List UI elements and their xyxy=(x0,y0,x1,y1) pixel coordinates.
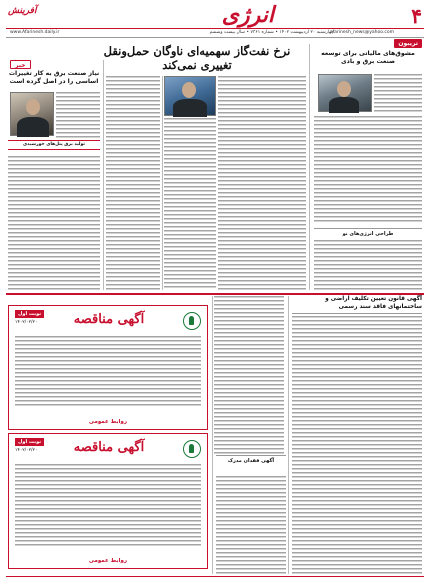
right-subhead: طراحی انرژی‌های نو xyxy=(314,228,422,238)
tender-ad-2[interactable] xyxy=(8,433,208,569)
ad-footer: روابط عمومی xyxy=(88,419,128,425)
main-headline-line2: تغییری نمی‌کند xyxy=(162,58,232,72)
column-rule-1 xyxy=(309,44,310,290)
right-story-text-a xyxy=(374,74,422,114)
ad-date: ۱۴۰۲/۰۲/۲۰ xyxy=(15,320,38,325)
main-story-text-col3 xyxy=(106,76,160,290)
main-headline-line1: نرخ نفت‌گاز سهمیه‌ای ناوگان حمل‌ونقل xyxy=(103,44,291,58)
main-headline[interactable] xyxy=(84,44,310,72)
brand-small-logo: آفرینش xyxy=(8,6,37,16)
masthead xyxy=(6,4,424,26)
company-logo-icon xyxy=(183,312,201,330)
page-number: ۴ xyxy=(411,4,422,28)
ad-footer: روابط عمومی xyxy=(88,558,128,564)
company-logo-icon xyxy=(183,440,201,458)
ad-body xyxy=(15,464,201,546)
column-rule-3 xyxy=(103,60,104,290)
left-story-text-b xyxy=(8,156,100,290)
column-rule-4 xyxy=(288,296,289,574)
ad-title: آگهی مناقصه xyxy=(73,312,145,327)
notice-rule xyxy=(216,455,286,456)
column-rule-2 xyxy=(162,76,163,290)
brand-logo: انرژی xyxy=(221,2,274,28)
notice-text xyxy=(216,476,286,574)
column-rule-5 xyxy=(212,296,213,574)
lower-story-text-col1 xyxy=(292,316,422,574)
issue-date: چهارشنبه ۲۰ اردیبهشت ۱۴۰۲ • شماره ۷۳۶۱ • سال بیست وششم xyxy=(209,30,334,35)
email-link[interactable]: afarinesh_news@yahoo.com xyxy=(329,30,394,35)
info-line xyxy=(6,29,424,37)
ad-title: آگهی مناقصه xyxy=(73,440,145,455)
tender-ad-1[interactable] xyxy=(8,305,208,430)
right-story-text-c xyxy=(314,240,422,290)
left-story-photo xyxy=(10,92,54,136)
ad-badge: نوبت اول xyxy=(15,310,44,318)
right-story-photo xyxy=(318,74,372,112)
ad-badge: نوبت اول xyxy=(15,438,44,446)
left-story-text-a xyxy=(56,92,100,138)
left-story-caption: تولید برق پنل‌های خورشیدی xyxy=(8,140,100,150)
ad-date: ۱۴۰۲/۰۲/۲۰ xyxy=(15,448,38,453)
ad-body xyxy=(15,336,201,407)
lower-story-text-col2 xyxy=(214,296,284,454)
section-label-tribune: تریبون xyxy=(394,39,422,48)
right-story-text-b xyxy=(314,116,422,224)
left-story-title[interactable]: نیاز صنعت برق به کار تغییرات اساسی را در اصل گرده است xyxy=(8,70,100,85)
website-link[interactable]: www.Afarinesh.daily.ir xyxy=(10,30,60,35)
main-story-photo xyxy=(164,76,216,116)
info-rule xyxy=(6,37,424,38)
right-story-title[interactable]: مشوق‌های مالیاتی برای توسعه صنعت برق و بادی xyxy=(321,50,415,65)
footer-rule xyxy=(6,576,424,577)
section-label-news: خبر xyxy=(10,60,31,69)
main-story-text-col1 xyxy=(218,76,306,290)
lower-story-title[interactable]: آگهی قانون تعیین تکلیف اراضی و ساختمانهای فاقد سند رسمی xyxy=(292,295,422,314)
notice-title: آگهی فقدان مدرک xyxy=(227,458,275,464)
main-story-text-col2 xyxy=(164,118,216,290)
